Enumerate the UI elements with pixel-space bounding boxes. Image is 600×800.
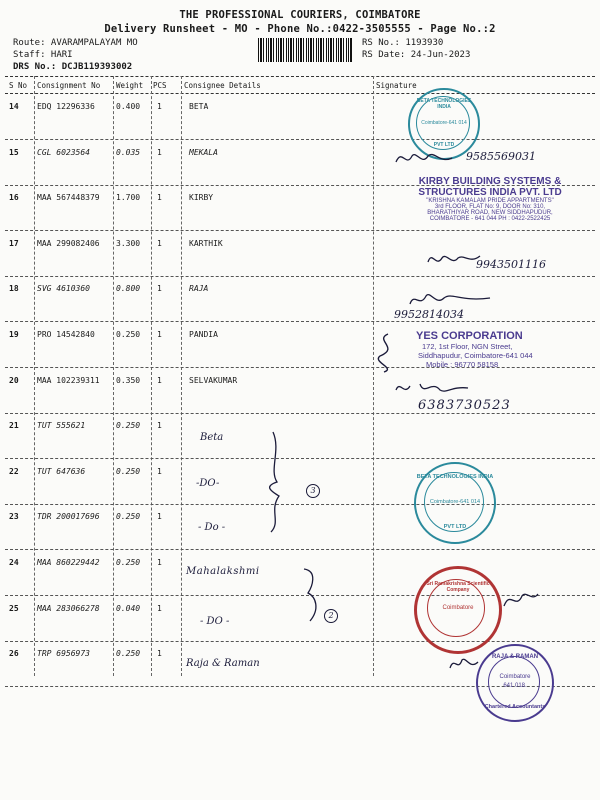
row-consignee: KARTHIK [189,238,223,248]
row-consignment: TRP 6956973 [37,649,90,659]
col-pcs: PCS [153,81,167,90]
row-weight: 0.250 [116,649,141,659]
signature-scribble [404,288,494,310]
handwriting-do: -DO- [196,478,220,489]
handwriting-beta: Beta [200,432,224,443]
row-sno: 24 [9,558,19,567]
row-pcs: 1 [157,375,162,385]
bracket-mark [255,430,295,535]
signature-scribble [500,588,540,612]
signature-scribble [370,330,406,374]
row-weight: 0.250 [116,421,141,431]
staff-label: Staff: HARI [13,50,73,60]
row-sno: 20 [9,375,19,385]
barcode [258,38,352,62]
row-weight: 0.350 [116,375,141,385]
col-consignee: Consignee Details [184,81,261,90]
rs-date: RS Date: 24-Jun-2023 [362,50,471,60]
col-sno: S No [9,81,28,90]
row-pcs: 1 [157,284,162,294]
row-pcs: 1 [157,238,162,248]
row-weight: 0.250 [116,512,141,522]
handwriting-mahalakshmi: Mahalakshmi [186,566,260,577]
row-consignee: MEKALA [189,147,218,157]
col-signature: Signature [376,81,417,90]
row-consignment: TUT 555621 [37,421,86,431]
row-consignee: RAJA [189,284,209,294]
row-consignee: SELVAKUMAR [189,375,238,385]
row-consignment: MAA 283066278 [37,603,100,613]
row-consignee: BETA [189,102,209,111]
table-row [0,94,600,140]
table-row [0,504,600,550]
row-weight: 1.700 [116,193,141,203]
col-consignment: Consignment No [37,81,101,90]
row-consignment: MAA 860229442 [37,558,100,567]
row-consignment: TUT 647636 [37,466,86,476]
handwriting-do: - Do - [198,522,226,533]
row-weight: 0.250 [116,466,141,476]
row-consignment: SVG 4610360 [37,284,90,294]
row-sno: 21 [9,421,19,431]
row-pcs: 1 [157,421,162,431]
row-pcs: 1 [157,512,162,522]
row-pcs: 1 [157,603,162,613]
row-pcs: 1 [157,147,162,157]
row-pcs: 1 [157,466,162,476]
route-label: Route: AVARAMPALAYAM MO [13,38,138,48]
row-sno: 15 [9,147,19,157]
signature-scribble [424,248,484,270]
stamp-kirby: KIRBY BUILDING SYSTEMS & STRUCTURES INDIA PVT. LTD "KRISHNA KAMALAM PRIDE APPARTMENTS" 3rd FLOOR, FLAT No: 9, DOOR No: 310, BHARATHIYAR ROAD, NEW SIDDHAPUDUR, COIMBATORE - 641 044 PH : 0422-2522425 [418,176,562,222]
row-sno: 25 [9,603,19,613]
row-weight: 0.035 [116,147,141,157]
row-consignment: MAA 102239311 [37,375,100,385]
signature-scribble [392,378,472,398]
table-row [0,413,600,459]
table-row [0,276,600,322]
row-sno: 14 [9,102,19,111]
row-consignee: PANDIA [189,330,218,339]
table-row [0,459,600,505]
phone-mekala: 9585569031 [466,150,536,163]
drs-number: DRS No.: DCJB119393002 [13,62,133,72]
circled-number: 3 [306,484,320,498]
row-pcs: 1 [157,330,162,339]
signature-scribble [448,654,480,674]
stamp-sri-ramakrishna: Sri Ramakrishna Scientific Company Coimbatore [414,566,502,654]
row-consignment: TDR 200017696 [37,512,100,522]
company-title: THE PROFESSIONAL COURIERS, COIMBATORE [179,9,421,21]
col-weight: Weight [116,81,144,90]
row-pcs: 1 [157,102,162,111]
row-consignment: PRO 14542840 [37,330,95,339]
handwriting-do: - DO - [200,616,230,627]
signature-scribble [392,146,462,170]
row-pcs: 1 [157,558,162,567]
phone-kirby: 9943501116 [476,258,546,271]
header-top-line [5,76,595,77]
row-sno: 17 [9,238,19,248]
row-pcs: 1 [157,649,162,659]
row-sno: 18 [9,284,19,294]
runsheet-subtitle: Delivery Runsheet - MO - Phone No.:0422-3505555 - Page No.:2 [104,23,496,35]
row-consignment: MAA 567448379 [37,193,100,203]
row-sno: 26 [9,649,19,659]
row-weight: 0.400 [116,102,141,111]
row-weight: 0.040 [116,603,141,613]
phone-raja: 9952814034 [394,308,464,321]
row-sno: 23 [9,512,19,522]
stamp-yes-corporation: YES CORPORATION 172, 1st Floor, NGN Street, Siddhapudur, Coimbatore-641 044 Mobile : 96770 58158 [416,330,533,369]
row-weight: 0.250 [116,558,141,567]
row-consignment: CGL 6023564 [37,147,90,157]
row-pcs: 1 [157,193,162,203]
row-sno: 16 [9,193,19,203]
row-weight: 3.300 [116,238,141,248]
row-weight: 0.250 [116,330,141,339]
row-sno: 19 [9,330,19,339]
handwriting-raja-raman: Raja & Raman [186,658,260,669]
stamp-raja-raman: RAJA & RAMAN Coimbatore 641 018. Chartered Accountants [476,644,554,722]
row-consignee: KIRBY [189,193,214,203]
row-consignment: MAA 299082406 [37,238,100,248]
stamp-beta-technologies: BETA TECHNOLOGIES INDIA Coimbatore-641 014 PVT LTD [414,462,496,544]
row-sno: 22 [9,466,19,476]
rs-number: RS No.: 1193930 [362,38,444,48]
row-weight: 0.800 [116,284,141,294]
stamp-beta-technologies: BETA TECHNOLOGIES INDIA Coimbatore-641 014 PVT LTD [408,88,480,160]
phone-selvakumar: 6383730523 [418,398,511,413]
circled-number: 2 [324,609,338,623]
row-consignment: EDQ 12296336 [37,102,95,111]
